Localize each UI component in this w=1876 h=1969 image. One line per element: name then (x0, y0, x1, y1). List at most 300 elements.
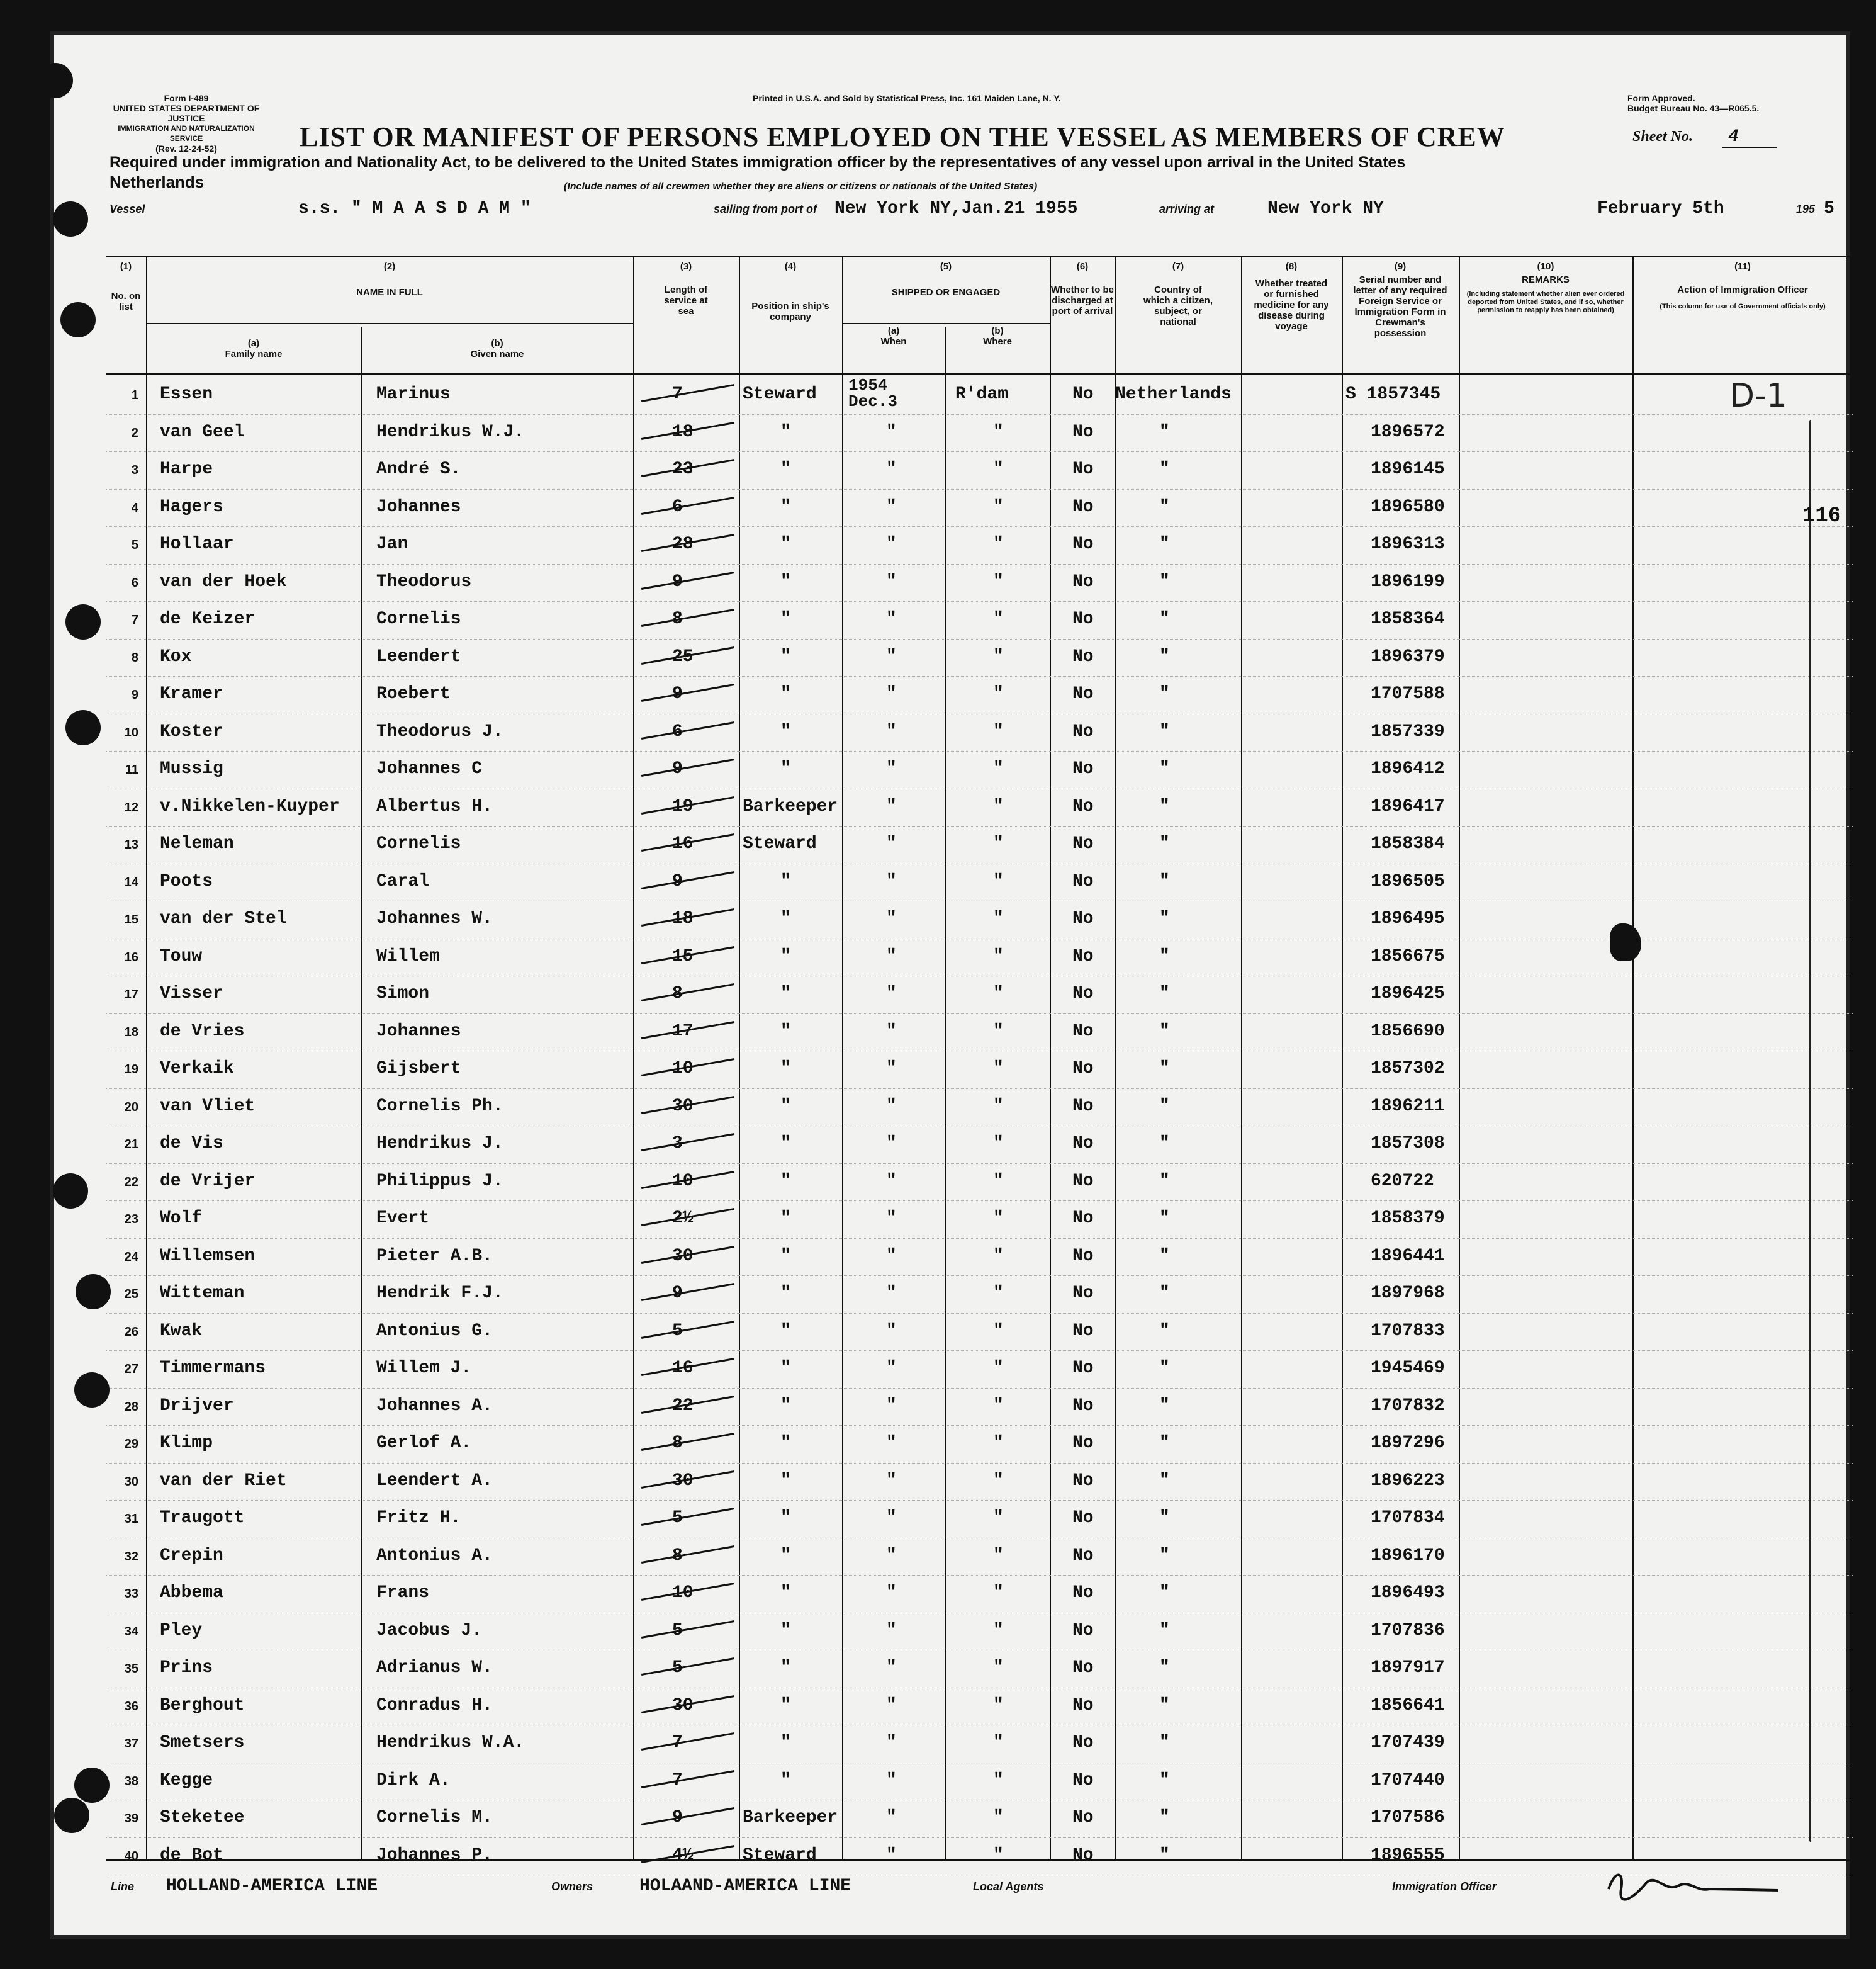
col-label: Position in ship's company (751, 301, 829, 322)
shipped-where: " (993, 1470, 1004, 1491)
check-mark (641, 1769, 734, 1788)
shipped-where: " (993, 1808, 1004, 1827)
shipped-where: " (993, 946, 1004, 966)
given-name: Albertus H. (376, 796, 493, 816)
service-length: 30 (672, 1695, 694, 1715)
discharge-flag: No (1072, 684, 1094, 704)
shipped-where: " (993, 572, 1004, 592)
col-number: (2) (383, 261, 396, 272)
country: " (1159, 1246, 1170, 1266)
officer-label: Immigration Officer (1392, 1880, 1497, 1893)
serial-number: 1896313 (1371, 534, 1445, 554)
service-length: 8 (672, 1545, 683, 1566)
position: Barkeeper (743, 796, 838, 816)
service-length: 4½ (672, 1845, 694, 1865)
service-length: 30 (672, 1096, 694, 1116)
shipped-where: " (993, 1134, 1004, 1153)
position: " (780, 1134, 791, 1153)
table-row (106, 1089, 1853, 1127)
given-name: Pieter A.B. (376, 1246, 493, 1266)
service-length: 7 (672, 385, 683, 404)
family-name: Essen (160, 385, 213, 404)
country: " (1159, 1433, 1170, 1453)
row-number: 16 (124, 950, 138, 964)
table-row (106, 415, 1853, 453)
given-name: Evert (376, 1209, 430, 1228)
country: " (1159, 796, 1170, 816)
shipped-when: " (886, 909, 897, 928)
service-length: 10 (672, 1583, 694, 1603)
table-row (106, 1051, 1853, 1089)
shipped-where: " (993, 422, 1004, 442)
col-head-service (633, 261, 739, 317)
service-length: 10 (672, 1171, 694, 1191)
position: " (780, 1695, 791, 1715)
shipped-when: " (886, 759, 897, 779)
country: " (1159, 1620, 1170, 1640)
shipped-when: " (886, 497, 897, 517)
service-length: 5 (672, 1321, 683, 1341)
table-row (106, 677, 1853, 714)
shipped-when: " (886, 1508, 897, 1528)
family-name: Klimp (160, 1433, 213, 1453)
row-number: 23 (124, 1212, 138, 1226)
given-name: Leendert A. (376, 1470, 493, 1491)
shipped-where: " (993, 909, 1004, 928)
discharge-flag: No (1072, 646, 1094, 667)
service-length: 9 (672, 759, 683, 779)
printer-note: Printed in U.S.A. and Sold by Statistical Press, Inc. 161 Maiden Lane, N. Y. (753, 93, 1061, 103)
table-row (106, 1725, 1853, 1763)
country: " (1159, 984, 1170, 1003)
manifest-sheet (50, 31, 1850, 1939)
check-mark (641, 1732, 734, 1751)
country: " (1159, 1134, 1170, 1153)
shipped-where: " (993, 1209, 1004, 1228)
row-number: 5 (131, 538, 138, 552)
family-name: v.Nikkelen-Kuyper (160, 796, 340, 816)
position: " (780, 759, 791, 779)
shipped-where: R'dam (955, 385, 1009, 404)
include-note: (Include names of all crewmen whether they are aliens or citizens or nationals of the United States) (564, 181, 1038, 192)
serial-number: 1896493 (1371, 1583, 1445, 1603)
shipped-when: " (886, 1021, 897, 1041)
position: " (780, 1096, 791, 1116)
given-name: Simon (376, 984, 430, 1003)
check-mark (641, 1508, 734, 1526)
col-head-country (1115, 261, 1241, 327)
service-length: 9 (672, 572, 683, 592)
serial-number: 1707832 (1371, 1396, 1445, 1416)
position: " (780, 1770, 791, 1790)
discharge-flag: No (1072, 1246, 1094, 1266)
table-row (106, 1351, 1853, 1389)
serial-number: 1896412 (1371, 759, 1445, 779)
row-number: 11 (125, 763, 138, 777)
position: " (780, 1021, 791, 1041)
shipped-where: " (993, 609, 1004, 629)
service-length: 8 (672, 984, 683, 1003)
shipped-where: " (993, 460, 1004, 479)
serial-number: 1896441 (1371, 1246, 1445, 1266)
col-head-medicine (1241, 261, 1342, 332)
table-row (106, 864, 1853, 902)
position: " (780, 1508, 791, 1528)
service-length: 17 (672, 1021, 694, 1041)
service-length: 23 (672, 460, 694, 479)
shipped-where: " (993, 1508, 1004, 1528)
shipped-when: " (886, 534, 897, 554)
service-length: 16 (672, 834, 694, 854)
given-name: Johannes P. (376, 1845, 493, 1865)
country: " (1159, 609, 1170, 629)
discharge-flag: No (1072, 1358, 1094, 1378)
service-length: 9 (672, 1284, 683, 1303)
position: " (780, 646, 791, 667)
country: Netherlands (1115, 385, 1232, 404)
position: " (780, 422, 791, 442)
shipped-when: " (886, 646, 897, 667)
country: " (1159, 1096, 1170, 1116)
shipped-when: " (886, 1284, 897, 1303)
given-name: Willem J. (376, 1358, 472, 1378)
owners-label: Owners (551, 1880, 593, 1893)
given-name: Cornelis (376, 609, 461, 629)
shipped-when: " (886, 834, 897, 854)
country: " (1159, 721, 1170, 742)
shipped-where: " (993, 497, 1004, 517)
shipped-when: " (886, 1396, 897, 1416)
table-row (106, 1501, 1853, 1538)
country: " (1159, 1171, 1170, 1191)
vessel-line (110, 196, 1846, 222)
country: " (1159, 572, 1170, 592)
country: " (1159, 1059, 1170, 1078)
position: " (780, 1209, 791, 1228)
arriving-label: arriving at (1159, 203, 1215, 215)
family-name: Neleman (160, 834, 234, 854)
service-name: IMMIGRATION AND NATURALIZATION SERVICE (118, 124, 255, 143)
given-name: Caral (376, 871, 430, 891)
family-name: Pley (160, 1620, 203, 1640)
row-number: 28 (124, 1399, 138, 1414)
col-label: Serial number and letter of any required Foreign Service or Immigration Form in Crewman's possession (1353, 274, 1447, 339)
given-name: Cornelis M. (376, 1808, 493, 1827)
service-length: 18 (672, 909, 694, 928)
table-row (106, 377, 1853, 415)
table-row (106, 1239, 1853, 1277)
check-mark (641, 1320, 734, 1338)
sailing-label: sailing from port of (714, 203, 817, 215)
shipped-where: " (993, 1171, 1004, 1191)
family-name: Harpe (160, 460, 213, 479)
table-row (106, 527, 1853, 565)
col-head-serial (1342, 261, 1459, 339)
country: " (1159, 1845, 1170, 1865)
serial-number: 1707836 (1371, 1620, 1445, 1640)
shipped-where: " (993, 834, 1004, 854)
discharge-flag: No (1072, 1545, 1094, 1566)
country: " (1159, 1658, 1170, 1678)
shipped-where: " (993, 534, 1004, 554)
family-name: Steketee (160, 1808, 245, 1827)
row-number: 10 (124, 725, 138, 740)
punch-hole (54, 1798, 89, 1833)
given-name: Philippus J. (376, 1171, 503, 1191)
position: " (780, 946, 791, 966)
check-mark (641, 609, 734, 627)
shipped-when: " (886, 1246, 897, 1266)
service-length: 30 (672, 1470, 694, 1491)
service-length: 25 (672, 646, 694, 667)
table-row (106, 1613, 1853, 1651)
country: " (1159, 1695, 1170, 1715)
country: " (1159, 946, 1170, 966)
check-mark (641, 1133, 734, 1151)
discharge-flag: No (1072, 1845, 1094, 1865)
serial-number: 1896495 (1371, 909, 1445, 928)
row-number: 30 (124, 1474, 138, 1489)
shipped-when: " (886, 721, 897, 742)
row-number: 40 (124, 1849, 138, 1863)
shipped-when: " (886, 572, 897, 592)
discharge-flag: No (1072, 609, 1094, 629)
given-name: Theodorus J. (376, 721, 503, 742)
country: " (1159, 1470, 1170, 1491)
given-name: Jan (376, 534, 408, 554)
family-name: Touw (160, 946, 203, 966)
punch-hole (60, 302, 96, 337)
service-length: 5 (672, 1620, 683, 1640)
shipped-where: " (993, 721, 1004, 742)
col-number: (1) (120, 261, 132, 272)
given-name: Willem (376, 946, 440, 966)
sheet-number-label (1632, 127, 1777, 147)
col-note: (This column for use of Government officials only) (1660, 303, 1826, 310)
service-length: 10 (672, 1059, 694, 1078)
shipped-when: " (886, 1171, 897, 1191)
table-row (106, 1464, 1853, 1501)
serial-number: 1896555 (1371, 1845, 1445, 1865)
given-name: Dirk A. (376, 1770, 451, 1790)
col-number: (7) (1172, 261, 1184, 272)
serial-number: 1707586 (1371, 1808, 1445, 1827)
check-mark (641, 983, 734, 1001)
row-number: 1 (131, 388, 138, 402)
family-name: Poots (160, 871, 213, 891)
discharge-flag: No (1072, 1620, 1094, 1640)
row-number: 35 (124, 1662, 138, 1676)
check-mark (641, 496, 734, 514)
table-row (106, 1538, 1853, 1576)
discharge-flag: No (1072, 1695, 1094, 1715)
family-name: Hollaar (160, 534, 234, 554)
table-row (106, 939, 1853, 977)
service-length: 8 (672, 1433, 683, 1453)
country: " (1159, 1770, 1170, 1790)
form-header-left (111, 93, 262, 154)
family-name: de Vries (160, 1021, 245, 1041)
check-mark (641, 384, 734, 402)
serial-number: 1857339 (1371, 721, 1445, 742)
discharge-flag: No (1072, 385, 1094, 404)
row-number: 39 (124, 1812, 138, 1825)
serial-number: 1858364 (1371, 609, 1445, 629)
position: Steward (743, 834, 817, 854)
discharge-flag: No (1072, 1171, 1094, 1191)
serial-number: 1707440 (1371, 1770, 1445, 1790)
col-number: (6) (1076, 261, 1089, 272)
serial-number: 1896425 (1371, 984, 1445, 1003)
position: " (780, 1246, 791, 1266)
position: " (780, 572, 791, 592)
action-bracket (1809, 420, 1816, 1842)
col-number: (3) (680, 261, 692, 272)
service-length: 5 (672, 1508, 683, 1528)
row-number: 17 (124, 988, 138, 1001)
serial-number: 1897917 (1371, 1658, 1445, 1678)
check-mark (641, 1283, 734, 1301)
country: " (1159, 422, 1170, 442)
serial-number: 1896223 (1371, 1470, 1445, 1491)
given-name: Hendrikus W.J. (376, 422, 525, 442)
shipped-where: " (993, 684, 1004, 704)
header-bottom-rule (106, 373, 1853, 375)
given-name: Frans (376, 1583, 430, 1603)
shipped-when: " (886, 1096, 897, 1116)
check-mark (641, 871, 734, 889)
shipped-where: " (993, 1396, 1004, 1416)
position: " (780, 1358, 791, 1378)
serial-number: 1707588 (1371, 684, 1445, 704)
col-label: NAME IN FULL (356, 287, 423, 298)
shipped-when: " (886, 946, 897, 966)
discharge-flag: No (1072, 422, 1094, 442)
table-row (106, 1314, 1853, 1351)
row-number: 2 (131, 426, 138, 440)
family-name: de Vis (160, 1134, 223, 1153)
table-row (106, 1576, 1853, 1613)
shipped-when: " (886, 609, 897, 629)
discharge-flag: No (1072, 946, 1094, 966)
col-number: (9) (1394, 261, 1407, 272)
given-name: Johannes A. (376, 1396, 493, 1416)
position: " (780, 497, 791, 517)
table-row (106, 1688, 1853, 1726)
shipped-where: " (993, 1545, 1004, 1566)
given-name: Fritz H. (376, 1508, 461, 1528)
given-name: Leendert (376, 646, 461, 667)
discharge-flag: No (1072, 1733, 1094, 1752)
shipped-when: " (886, 1583, 897, 1603)
shipped-when: " (886, 1358, 897, 1378)
table-row (106, 714, 1853, 752)
position: " (780, 721, 791, 742)
country: " (1159, 1358, 1170, 1378)
shipped-where: " (993, 1620, 1004, 1640)
given-name: Antonius A. (376, 1545, 493, 1566)
family-name: Timmermans (160, 1358, 266, 1378)
table-row (106, 1389, 1853, 1426)
discharge-flag: No (1072, 1096, 1094, 1116)
punch-hole (76, 1274, 111, 1309)
family-name: de Vrijer (160, 1171, 256, 1191)
service-length: 28 (672, 534, 694, 554)
position: " (780, 1284, 791, 1303)
family-name: de Keizer (160, 609, 256, 629)
family-name: Kox (160, 646, 192, 667)
family-name: van Vliet (160, 1096, 256, 1116)
row-number: 31 (124, 1512, 138, 1526)
serial-number: 1896379 (1371, 646, 1445, 667)
col-number: (11) (1734, 261, 1751, 272)
vessel-label: Vessel (110, 203, 145, 215)
table-row (106, 1650, 1853, 1688)
position: " (780, 984, 791, 1003)
family-name: Prins (160, 1658, 213, 1678)
position: " (780, 1470, 791, 1491)
service-length: 6 (672, 721, 683, 742)
shipped-where: " (993, 984, 1004, 1003)
shipped-when: " (886, 984, 897, 1003)
discharge-flag: No (1072, 1433, 1094, 1453)
shipped-where: " (993, 796, 1004, 816)
position: " (780, 460, 791, 479)
serial-number: 1896572 (1371, 422, 1445, 442)
budget-bureau: Budget Bureau No. 43—R065.5. (1627, 103, 1760, 113)
shipped-when: " (886, 1545, 897, 1566)
shipped-when: " (886, 1770, 897, 1790)
country: " (1159, 871, 1170, 891)
serial-number: 1896145 (1371, 460, 1445, 479)
shipped-where: " (993, 1733, 1004, 1752)
country: " (1159, 1508, 1170, 1528)
check-mark (641, 1657, 734, 1676)
punch-hole (74, 1768, 110, 1803)
country: " (1159, 1583, 1170, 1603)
given-name: Conradus H. (376, 1695, 493, 1715)
given-name: Johannes (376, 497, 461, 517)
given-name: Hendrik F.J. (376, 1284, 503, 1303)
shipped-when: " (886, 871, 897, 891)
country: " (1159, 1284, 1170, 1303)
table-row (106, 901, 1853, 939)
col-number: (8) (1285, 261, 1298, 272)
serial-number: 1856641 (1371, 1695, 1445, 1715)
punch-hole (65, 604, 101, 640)
col-head-no (106, 261, 146, 312)
serial-number: 1897296 (1371, 1433, 1445, 1453)
sheet-number: 4 (1722, 127, 1777, 148)
service-length: 15 (672, 946, 694, 966)
table-row (106, 1276, 1853, 1314)
family-name: Berghout (160, 1695, 245, 1715)
check-mark (641, 721, 734, 739)
discharge-flag: No (1072, 1321, 1094, 1341)
shipped-where: " (993, 1284, 1004, 1303)
serial-number: 1707834 (1371, 1508, 1445, 1528)
shipped-when: " (886, 1209, 897, 1228)
family-name: Verkaik (160, 1059, 234, 1078)
shipped-where: " (993, 1770, 1004, 1790)
row-number: 21 (124, 1137, 138, 1151)
page-title: LIST OR MANIFEST OF PERSONS EMPLOYED ON THE VESSEL AS MEMBERS OF CREW (300, 121, 1505, 152)
service-length: 30 (672, 1246, 694, 1266)
serial-number: 1707439 (1371, 1733, 1445, 1752)
serial-number: 1896211 (1371, 1096, 1445, 1116)
country: " (1159, 1545, 1170, 1566)
shipped-when: 1954 Dec.3 (848, 376, 898, 411)
